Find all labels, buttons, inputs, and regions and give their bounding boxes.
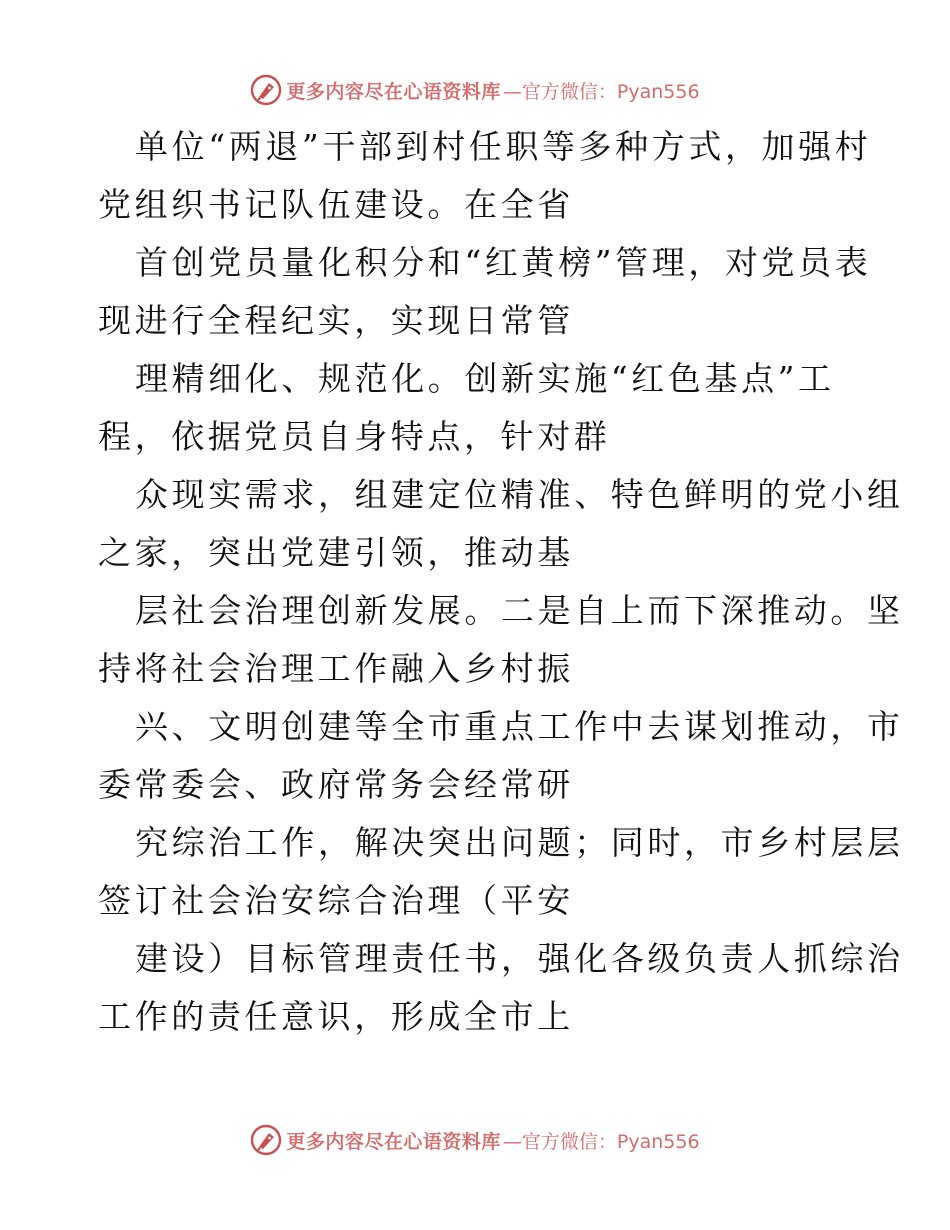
- paragraph: [98, 582, 904, 698]
- text-line: 现进行全程纪实，实现日常管: [98, 301, 574, 340]
- text-line: 持将社会治理工作融入乡村振: [98, 649, 574, 688]
- text-line: 签订社会治安综合治理（平安: [98, 881, 574, 920]
- footer-brand-text: 更多内容尽在心语资料库: [286, 1130, 501, 1153]
- paragraph: [98, 930, 904, 1046]
- paragraph: [98, 350, 858, 466]
- paragraph: [98, 466, 904, 582]
- text-line: 建设）目标管理责任书，强化各级负责人抓综治: [135, 939, 904, 978]
- paragraph: [98, 234, 872, 350]
- text-line: 程，依据党员自身特点，针对群: [98, 417, 611, 456]
- footer-contact-text: —官方微信：Pyan556: [502, 1130, 700, 1153]
- text-line: 究综治工作，解决突出问题；同时，市乡村层层: [135, 823, 904, 862]
- text-line: 众现实需求，组建定位精准、特色鲜明的党小组: [135, 475, 904, 514]
- paragraph: [98, 118, 872, 234]
- text-line: 首创党员量化积分和“红黄榜”管理，对党员表: [135, 243, 872, 282]
- text-line: 层社会治理创新发展。二是自上而下深推动。坚: [135, 591, 904, 630]
- header-banner: [0, 70, 950, 110]
- text-line: 党组织书记队伍建设。在全省: [98, 185, 574, 224]
- text-line: 之家，突出党建引领，推动基: [98, 533, 574, 572]
- paragraph: [98, 698, 904, 814]
- text-line: 委常委会、政府常务会经常研: [98, 765, 574, 804]
- document-body: [98, 118, 904, 1046]
- paragraph: [98, 814, 904, 930]
- text-line: 兴、文明创建等全市重点工作中去谋划推动，市: [135, 707, 904, 746]
- footer-banner: [0, 1120, 950, 1160]
- header-contact-text: —官方微信：Pyan556: [502, 80, 700, 103]
- header-brand-text: 更多内容尽在心语资料库: [286, 80, 501, 103]
- pen-nib-logo-icon: [250, 74, 282, 106]
- text-line: 单位“两退”干部到村任职等多种方式，加强村: [135, 127, 872, 166]
- pen-nib-logo-icon: [250, 1124, 282, 1156]
- text-line: 工作的责任意识，形成全市上: [98, 997, 574, 1036]
- text-line: 理精细化、规范化。创新实施“红色基点”工: [135, 359, 835, 398]
